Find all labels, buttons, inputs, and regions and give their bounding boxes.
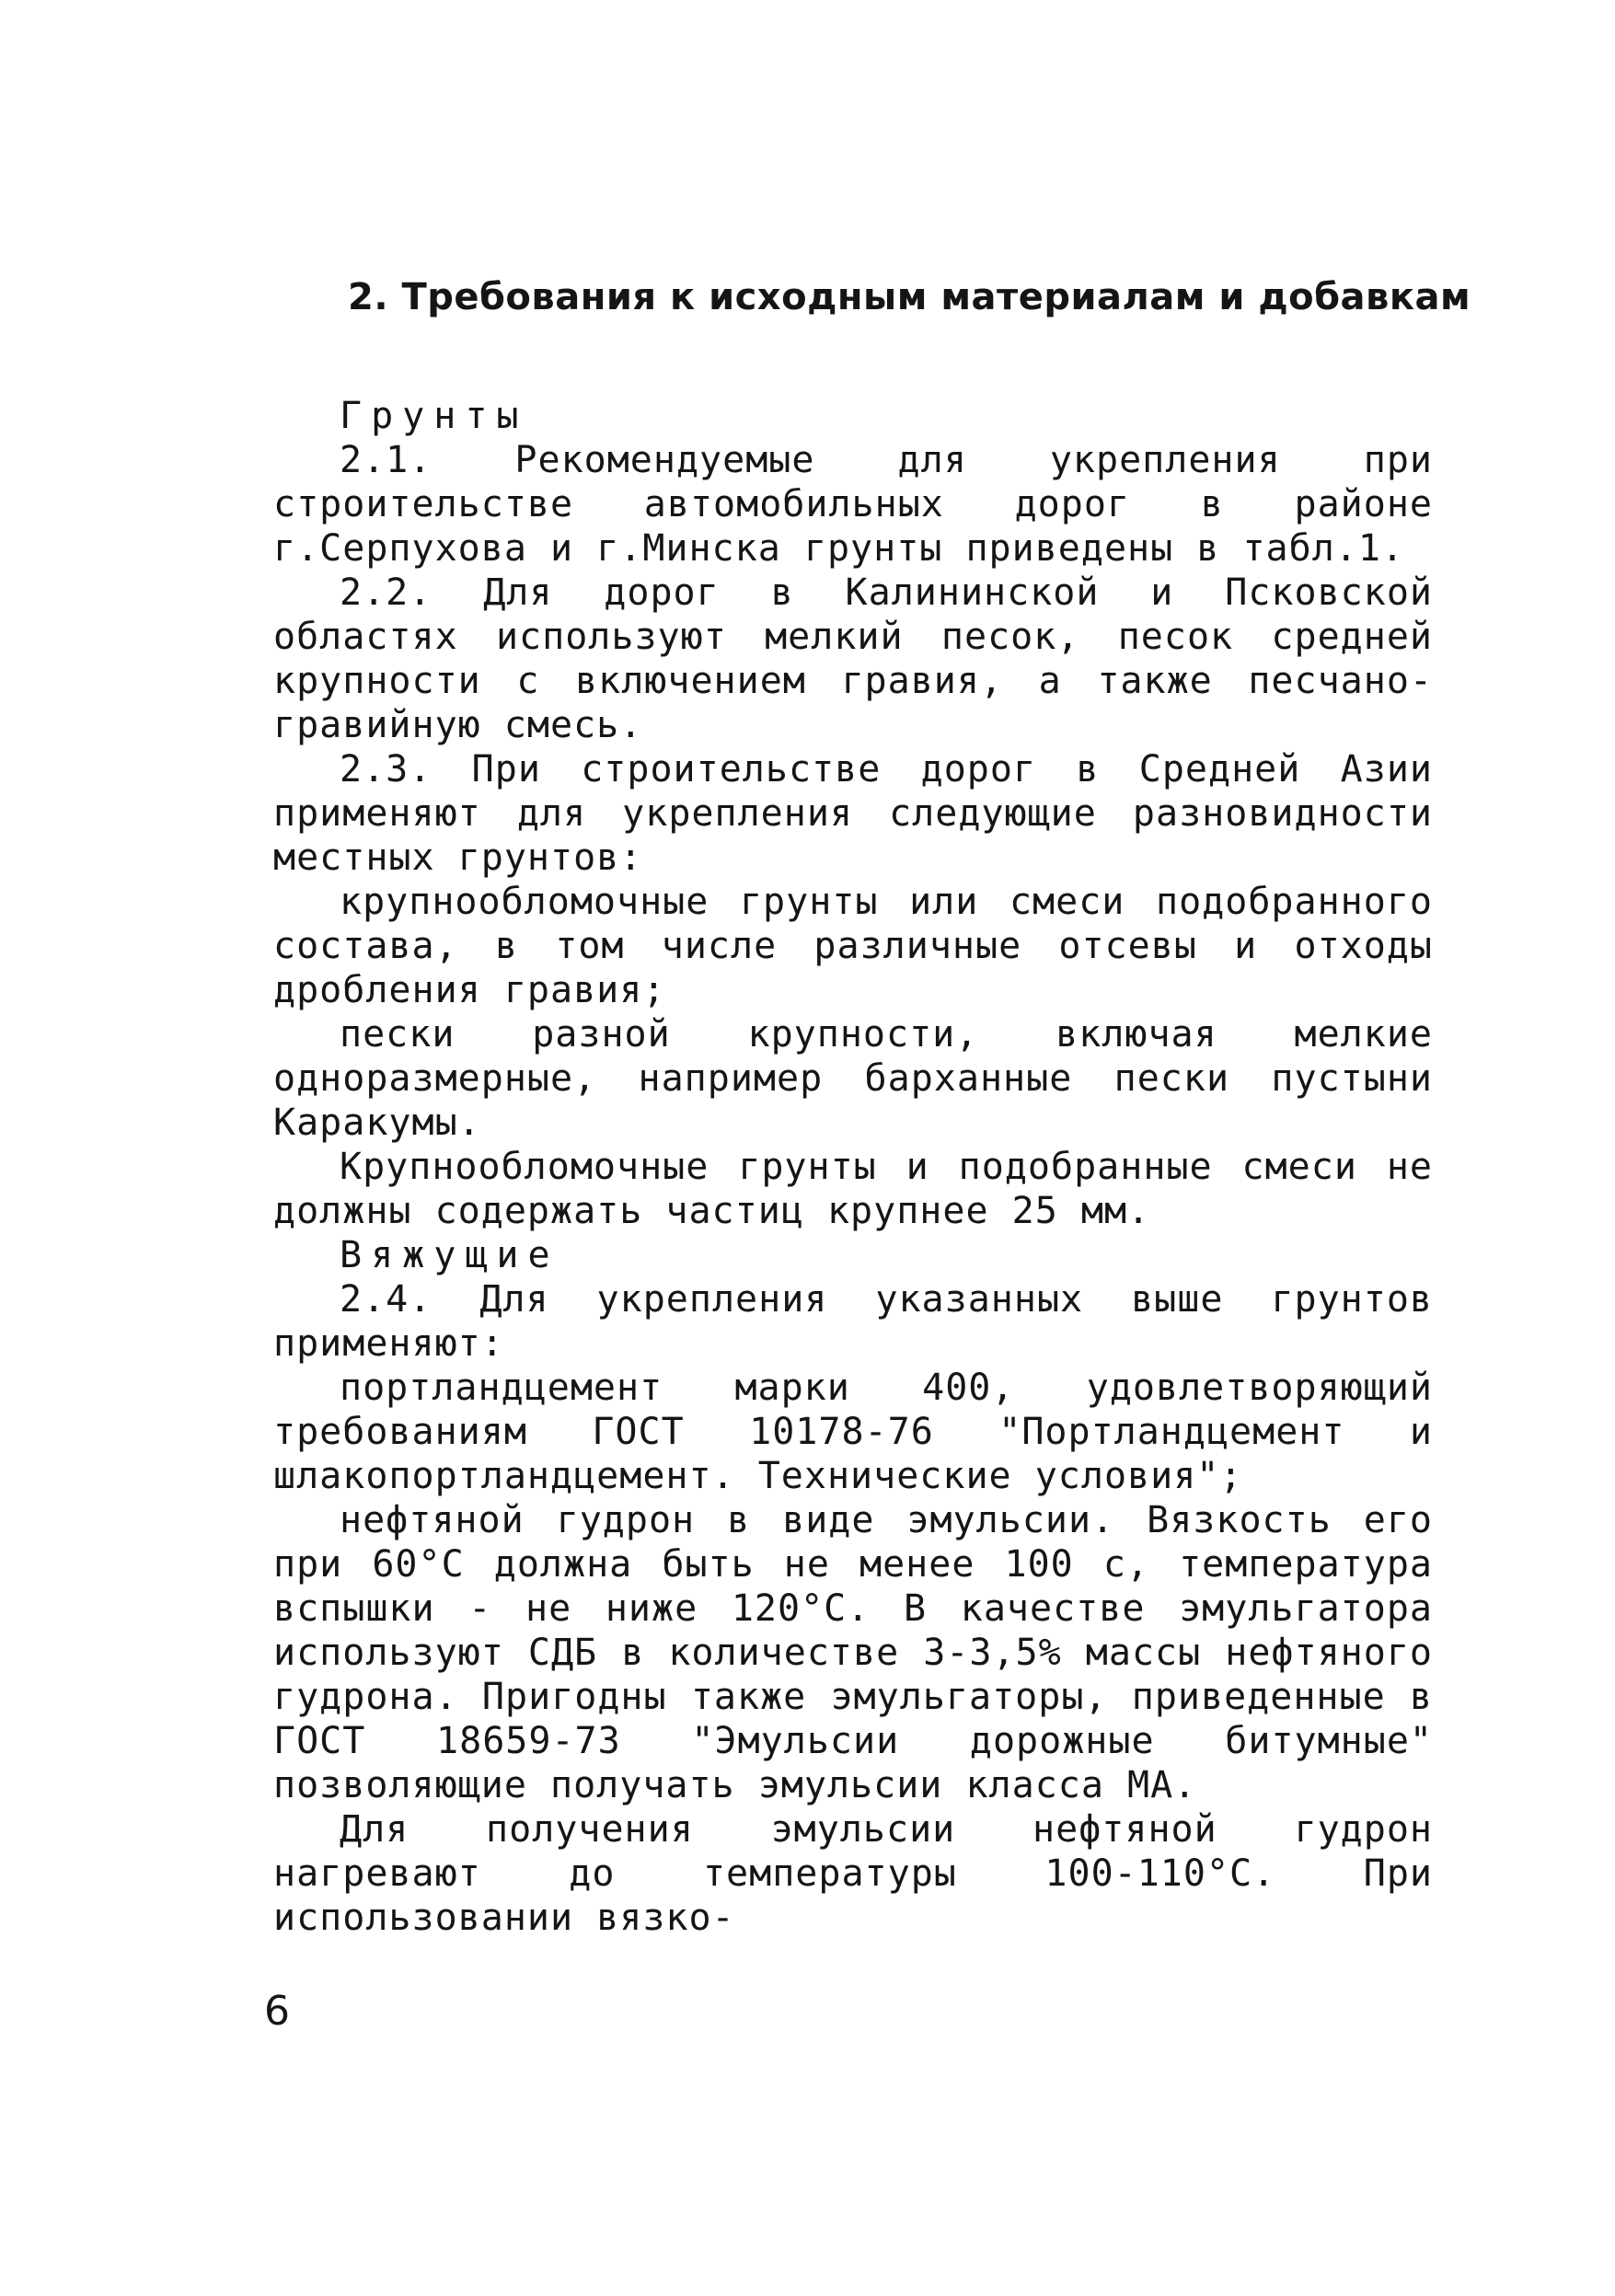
paragraph-emulsion-preparation: Для получения эмульсии нефтяной гудрон нагревают до температуры 100-110°С. При использовании вязко- — [273, 1808, 1433, 1939]
page-number: 6 — [264, 1988, 290, 2035]
body-text — [273, 394, 1433, 1940]
subheading-binders: Вяжущие — [340, 1234, 559, 1276]
subheading-soils: Грунты — [340, 395, 528, 437]
paragraph-2-3: 2.3. При строительстве дорог в Средней Азии применяют для укрепления следующие разновидности местных грунтов: — [273, 748, 1433, 879]
paragraph-tar-emulsion: нефтяной гудрон в виде эмульсии. Вязкость его при 60°С должна быть не менее 100 с, температура вспышки - не ниже 120°С. В качестве эмульгатора используют СДБ в количестве 3-3,5% массы нефтяного гудрона. Пригодны также эмульгаторы, приведенные в ГОСТ 18659-73 "Эмульсии дорожные битумные" позволяющие получать эмульсии класса МА. — [273, 1499, 1433, 1806]
paragraph-sands: пески разной крупности, включая мелкие одноразмерные, например барханные пески пустыни Каракумы. — [273, 1013, 1433, 1144]
section-heading: 2. Требования к исходным материалам и добавкам — [348, 276, 1471, 318]
paragraph-2-4: 2.4. Для укрепления указанных выше грунтов применяют: — [273, 1278, 1433, 1365]
paragraph-coarse-soils: крупнообломочные грунты или смеси подобранного состава, в том числе различные отсевы и отходы дробления гравия; — [273, 881, 1433, 1011]
paragraph-2-1: 2.1. Рекомендуемые для укрепления при строительстве автомобильных дорог в районе г.Серпухова и г.Минска грунты приведены в табл.1. — [273, 439, 1433, 570]
paragraph-particle-limit: Крупнообломочные грунты и подобранные смеси не должны содержать частиц крупнее 25 мм. — [273, 1146, 1433, 1232]
paragraph-2-2: 2.2. Для дорог в Калининской и Псковской областях используют мелкий песок, песок средней крупности с включением гравия, а также песчано-гравийную смесь. — [273, 571, 1433, 746]
paragraph-portland-cement: портландцемент марки 400, удовлетворяющий требованиям ГОСТ 10178-76 "Портландцемент и шлакопортландцемент. Технические условия"; — [273, 1367, 1433, 1497]
